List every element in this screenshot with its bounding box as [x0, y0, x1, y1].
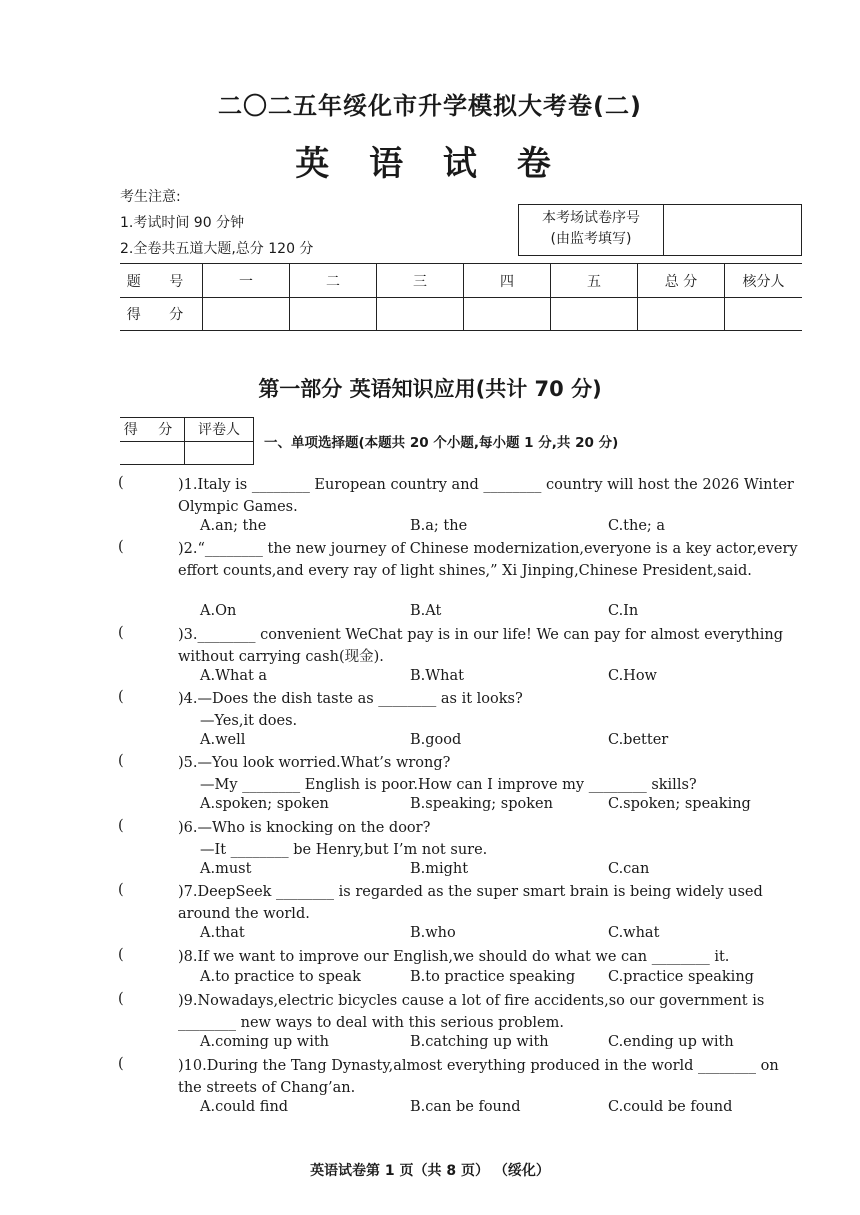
option-b: B.speaking; spoken [410, 796, 553, 812]
grader-score-field[interactable] [120, 441, 185, 465]
option-b: B.who [410, 925, 456, 941]
score-cell-4[interactable] [464, 298, 551, 331]
seat-number-box [518, 204, 802, 256]
question-stem: )8.If we want to improve our English,we should do what we can ________ it. [178, 949, 730, 965]
score-header-cell: 五 [551, 264, 638, 298]
option-c: C.How [608, 668, 657, 684]
option-a: A.that [200, 925, 245, 941]
score-header-cell: 核分人 [725, 264, 803, 298]
question-options [200, 796, 800, 812]
option-a: A.spoken; spoken [200, 796, 329, 812]
option-a: A.could find [200, 1099, 289, 1115]
question-reply: —Yes,it does. [200, 712, 298, 729]
part1-title: 第一部分 英语知识应用(共计 70 分) [258, 377, 602, 401]
score-table [120, 263, 802, 331]
question-stem: )4.—Does the dish taste as ________ as it looks? [178, 691, 523, 707]
exam-title: 二〇二五年绥化市升学模拟大考卷(二) [218, 92, 642, 120]
score-header-cell: 总 分 [638, 264, 725, 298]
option-c: C.practice speaking [608, 969, 754, 985]
answer-bracket[interactable]: ( [118, 947, 124, 963]
option-b: B.good [410, 732, 462, 748]
option-a: A.On [200, 603, 237, 619]
option-c: C.spoken; speaking [608, 796, 751, 812]
option-a: A.an; the [200, 518, 267, 534]
option-b: B.catching up with [410, 1034, 549, 1050]
seat-number-field[interactable] [664, 205, 801, 255]
option-c: C.what [608, 925, 660, 941]
question-options [200, 925, 800, 941]
score-cell-checker[interactable] [725, 298, 803, 331]
option-c: C.In [608, 603, 639, 619]
question-stem: )2.“________ the new journey of Chinese modernization,everyone is a key actor,every effort counts,and every ray of light shines,” Xi Jinping,Chinese President,said. [178, 541, 798, 579]
question-reply: —My ________ English is poor.How can I improve my ________ skills? [200, 776, 697, 793]
question-options [200, 861, 800, 877]
option-a: A.must [200, 861, 252, 877]
question-stem: )1.Italy is ________ European country and ________ country will host the 2026 Winter Olympic Games. [178, 477, 794, 515]
option-b: B.What [410, 668, 464, 684]
page-footer: 英语试卷第 1 页（共 8 页） （绥化） [310, 1163, 550, 1179]
option-b: B.can be found [410, 1099, 521, 1115]
section1-heading: 一、单项选择题(本题共 20 个小题,每小题 1 分,共 20 分) [264, 435, 619, 451]
question-options [200, 1034, 800, 1050]
answer-bracket[interactable]: ( [118, 539, 124, 555]
score-cell-5[interactable] [551, 298, 638, 331]
question-stem: )9.Nowadays,electric bicycles cause a lot of fire accidents,so our government is ________ new ways to deal with this serious problem. [178, 993, 765, 1031]
answer-bracket[interactable]: ( [118, 753, 124, 769]
question-options [200, 518, 800, 534]
score-header-cell: 三 [377, 264, 464, 298]
subject-title: 英 语 试 卷 [295, 144, 565, 184]
notice-item-total: 2.全卷共五道大题,总分 120 分 [120, 241, 314, 257]
option-a: A.to practice to speak [200, 969, 361, 985]
score-cell-1[interactable] [203, 298, 290, 331]
question-options [200, 1099, 800, 1115]
score-cell-total[interactable] [638, 298, 725, 331]
option-b: B.might [410, 861, 469, 877]
question-stem: )6.—Who is knocking on the door? [178, 820, 431, 836]
answer-bracket[interactable]: ( [118, 882, 124, 898]
score-row-label: 得 分 [120, 298, 203, 331]
grader-score-label: 得 分 [120, 418, 185, 442]
option-a: A.What a [200, 668, 268, 684]
score-table-value-row [120, 298, 802, 331]
answer-bracket[interactable]: ( [118, 475, 124, 491]
question-stem: )3.________ convenient WeChat pay is in our life! We can pay for almost everything without carrying cash(现金). [178, 627, 784, 665]
option-a: A.well [200, 732, 246, 748]
question-stem: )7.DeepSeek ________ is regarded as the super smart brain is being widely used around the world. [178, 884, 763, 922]
notice-heading: 考生注意: [120, 189, 181, 205]
option-a: A.coming up with [200, 1034, 329, 1050]
answer-bracket[interactable]: ( [118, 1056, 124, 1072]
answer-bracket[interactable]: ( [118, 818, 124, 834]
seat-number-label: 本考场试卷序号 (由监考填写) [519, 205, 664, 255]
score-cell-3[interactable] [377, 298, 464, 331]
question-reply: —It ________ be Henry,but I’m not sure. [200, 841, 488, 858]
option-c: C.ending up with [608, 1034, 734, 1050]
question-options [200, 603, 800, 619]
score-header-cell: 题 号 [120, 264, 203, 298]
grader-name-field[interactable] [185, 441, 254, 465]
question-options [200, 668, 800, 684]
option-b: B.At [410, 603, 442, 619]
option-c: C.could be found [608, 1099, 733, 1115]
option-c: C.can [608, 861, 650, 877]
answer-bracket[interactable]: ( [118, 625, 124, 641]
score-cell-2[interactable] [290, 298, 377, 331]
question-options [200, 732, 800, 748]
grader-box [120, 417, 254, 465]
option-b: B.to practice speaking [410, 969, 576, 985]
question-stem: )5.—You look worried.What’s wrong? [178, 755, 451, 771]
score-header-cell: 四 [464, 264, 551, 298]
score-header-cell: 二 [290, 264, 377, 298]
option-b: B.a; the [410, 518, 468, 534]
question-stem: )10.During the Tang Dynasty,almost everything produced in the world ________ on the streets of Chang’an. [178, 1058, 779, 1096]
grader-label: 评卷人 [185, 418, 254, 442]
option-c: C.better [608, 732, 669, 748]
answer-bracket[interactable]: ( [118, 991, 124, 1007]
score-header-cell: 一 [203, 264, 290, 298]
question-options [200, 969, 800, 985]
score-table-header-row [120, 264, 802, 298]
option-c: C.the; a [608, 518, 666, 534]
answer-bracket[interactable]: ( [118, 689, 124, 705]
notice-item-time: 1.考试时间 90 分钟 [120, 215, 245, 231]
